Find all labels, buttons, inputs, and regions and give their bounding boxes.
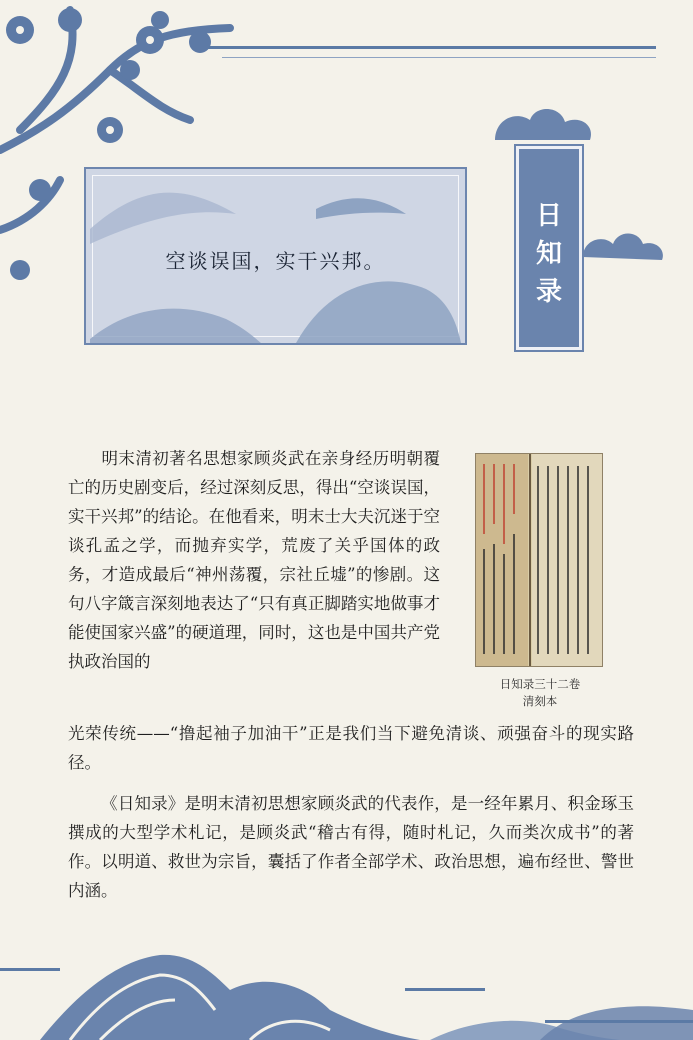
paragraph-1-continued: 光荣传统——“撸起袖子加油干”正是我们当下避免清谈、顽强奋斗的现实路径。 [68,724,634,772]
top-divider-thin-line [222,57,656,58]
paragraph-1-text: 明末清初著名思想家顾炎武在亲身经历明朝覆亡的历史剧变后，经过深刻反思，得出“空谈误国，实干兴邦”的结论。在他看来，明末士大夫沉迷于空谈孔孟之学，而抛弃实学，荒废了关乎国体的政务，才造成最后“神州荡覆，宗社丘墟”的惨剧。这句八字箴言深刻地表达了“只有真正脚踏实地做事才能使国家兴盛”的硬道理，同时，这也是中国共产党执政治国的 [68,449,440,671]
banner-title-char: 录 [535,277,562,307]
paragraph-2-text: 《日知录》是明末清初思想家顾炎武的代表作，是一经年累月、积金琢玉撰成的大型学术札记，是顾炎武“稽古有得，随时札记，久而类次成书”的著作。以明道、救世为宗旨，囊括了作者全部学术、政治思想，遍布经世、警世内涵。 [68,794,634,900]
caption-line: 清刻本 [522,694,558,708]
bottom-divider-line [545,1020,693,1023]
banner-title [519,197,579,311]
paragraph-1 [68,444,440,676]
caption-line: 日知录三十二卷 [499,677,581,691]
quote-text: 空谈误国，实干兴邦。 [165,249,386,273]
book-caption [470,676,610,710]
bottom-divider-line [0,968,60,971]
top-divider-line [208,46,656,49]
paragraph-2 [68,789,634,905]
banner-title-char: 日 [535,201,562,231]
book-text-columns-icon [476,454,602,666]
mountain-landscape-icon [0,950,693,1040]
cloud-icon [578,222,668,272]
title-banner [516,146,582,350]
bottom-divider-line [405,988,485,991]
book-image [475,453,603,667]
banner-title-char: 知 [535,239,562,269]
quote-card [84,167,467,345]
